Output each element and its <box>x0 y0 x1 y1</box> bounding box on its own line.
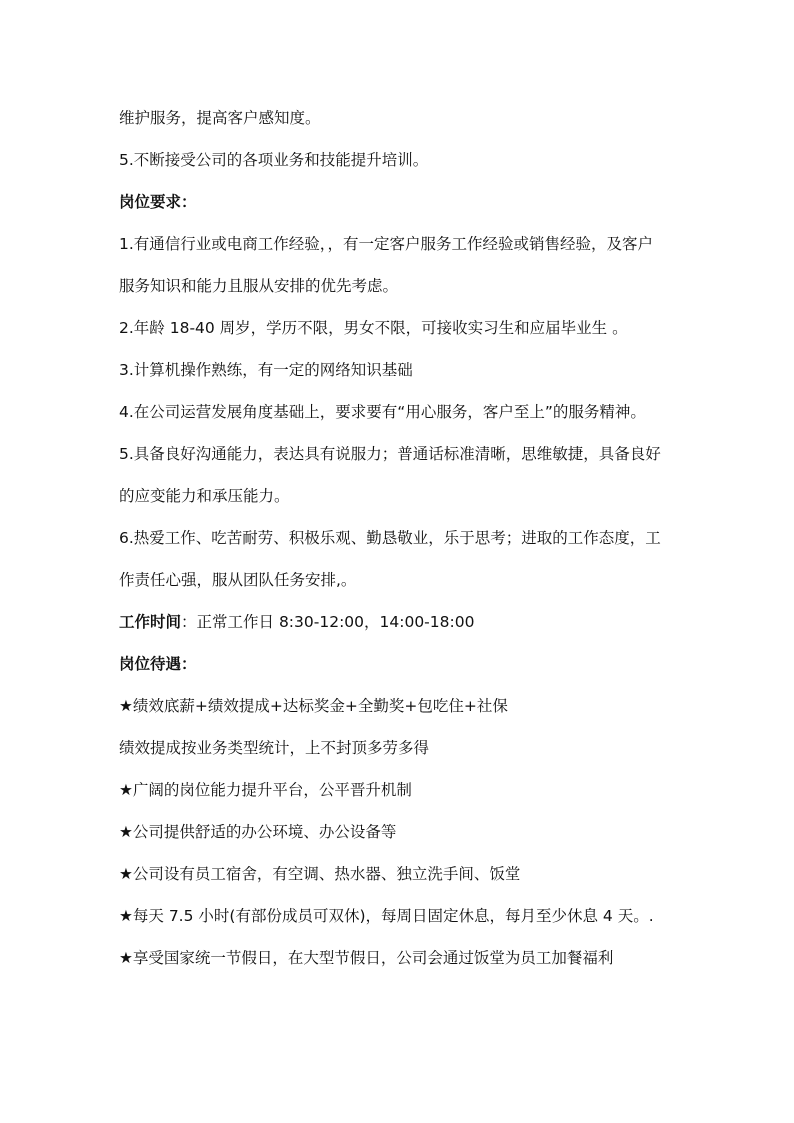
paragraph-line <box>119 486 689 506</box>
paragraph-line <box>119 738 689 758</box>
line-text: 的应变能力和承压能力。 <box>119 487 290 505</box>
paragraph-line <box>119 108 689 128</box>
line-text: ★绩效底薪+绩效提成+达标奖金+全勤奖+包吃住+社保 <box>119 697 508 715</box>
paragraph-line <box>119 150 689 170</box>
line-text: 6.热爱工作、吃苦耐劳、积极乐观、勤恳敬业，乐于思考；进取的工作态度，工 <box>119 529 661 547</box>
paragraph-line <box>119 234 689 254</box>
line-text: 2.年龄 18-40 周岁，学历不限，男女不限，可接收实习生和应届毕业生 。 <box>119 319 628 337</box>
heading-text: 岗位待遇： <box>119 655 197 673</box>
line-text: ★享受国家统一节假日，在大型节假日，公司会通过饭堂为员工加餐福利 <box>119 949 614 967</box>
line-text: 1.有通信行业或电商工作经验，，有一定客户服务工作经验或销售经验，及客户 <box>119 235 654 253</box>
paragraph-line <box>119 780 689 800</box>
line-text: 5.不断接受公司的各项业务和技能提升培训。 <box>119 151 429 169</box>
heading-text: 工作时间 <box>119 613 182 631</box>
paragraph-line <box>119 360 689 380</box>
section-heading-benefits <box>119 654 689 674</box>
line-text: 维护服务，提高客户感知度。 <box>119 109 321 127</box>
line-text: ★公司设有员工宿舍，有空调、热水器、独立洗手间、饭堂 <box>119 865 521 883</box>
line-text: ：正常工作日 8:30-12:00，14:00-18:00 <box>181 613 475 631</box>
line-text: ★公司提供舒适的办公环境、办公设备等 <box>119 823 397 841</box>
line-text: ★每天 7.5 小时(有部份成员可双休)，每周日固定休息，每月至少休息 4 天。. <box>119 907 654 925</box>
line-text: 服务知识和能力且服从安排的优先考虑。 <box>119 277 399 295</box>
paragraph-line <box>119 948 689 968</box>
line-text: ★广阔的岗位能力提升平台，公平晋升机制 <box>119 781 412 799</box>
line-text: 4.在公司运营发展角度基础上，要求要有“用心服务，客户至上”的服务精神。 <box>119 403 646 421</box>
line-text: 绩效提成按业务类型统计，上不封顶多劳多得 <box>119 739 430 757</box>
line-text: 作责任心强，服从团队任务安排,。 <box>119 571 357 589</box>
paragraph-line <box>119 864 689 884</box>
paragraph-line <box>119 696 689 716</box>
paragraph-line <box>119 906 689 926</box>
paragraph-line <box>119 402 689 422</box>
section-heading-requirements <box>119 192 689 212</box>
paragraph-line <box>119 276 689 296</box>
heading-text: 岗位要求： <box>119 193 197 211</box>
paragraph-line <box>119 528 689 548</box>
paragraph-line <box>119 444 689 464</box>
line-text: 5.具备良好沟通能力，表达具有说服力；普通话标准清晰，思维敏捷，具备良好 <box>119 445 661 463</box>
paragraph-line <box>119 570 689 590</box>
line-text: 3.计算机操作熟练，有一定的网络知识基础 <box>119 361 413 379</box>
paragraph-line <box>119 318 689 338</box>
work-hours-line <box>119 612 689 632</box>
paragraph-line <box>119 822 689 842</box>
